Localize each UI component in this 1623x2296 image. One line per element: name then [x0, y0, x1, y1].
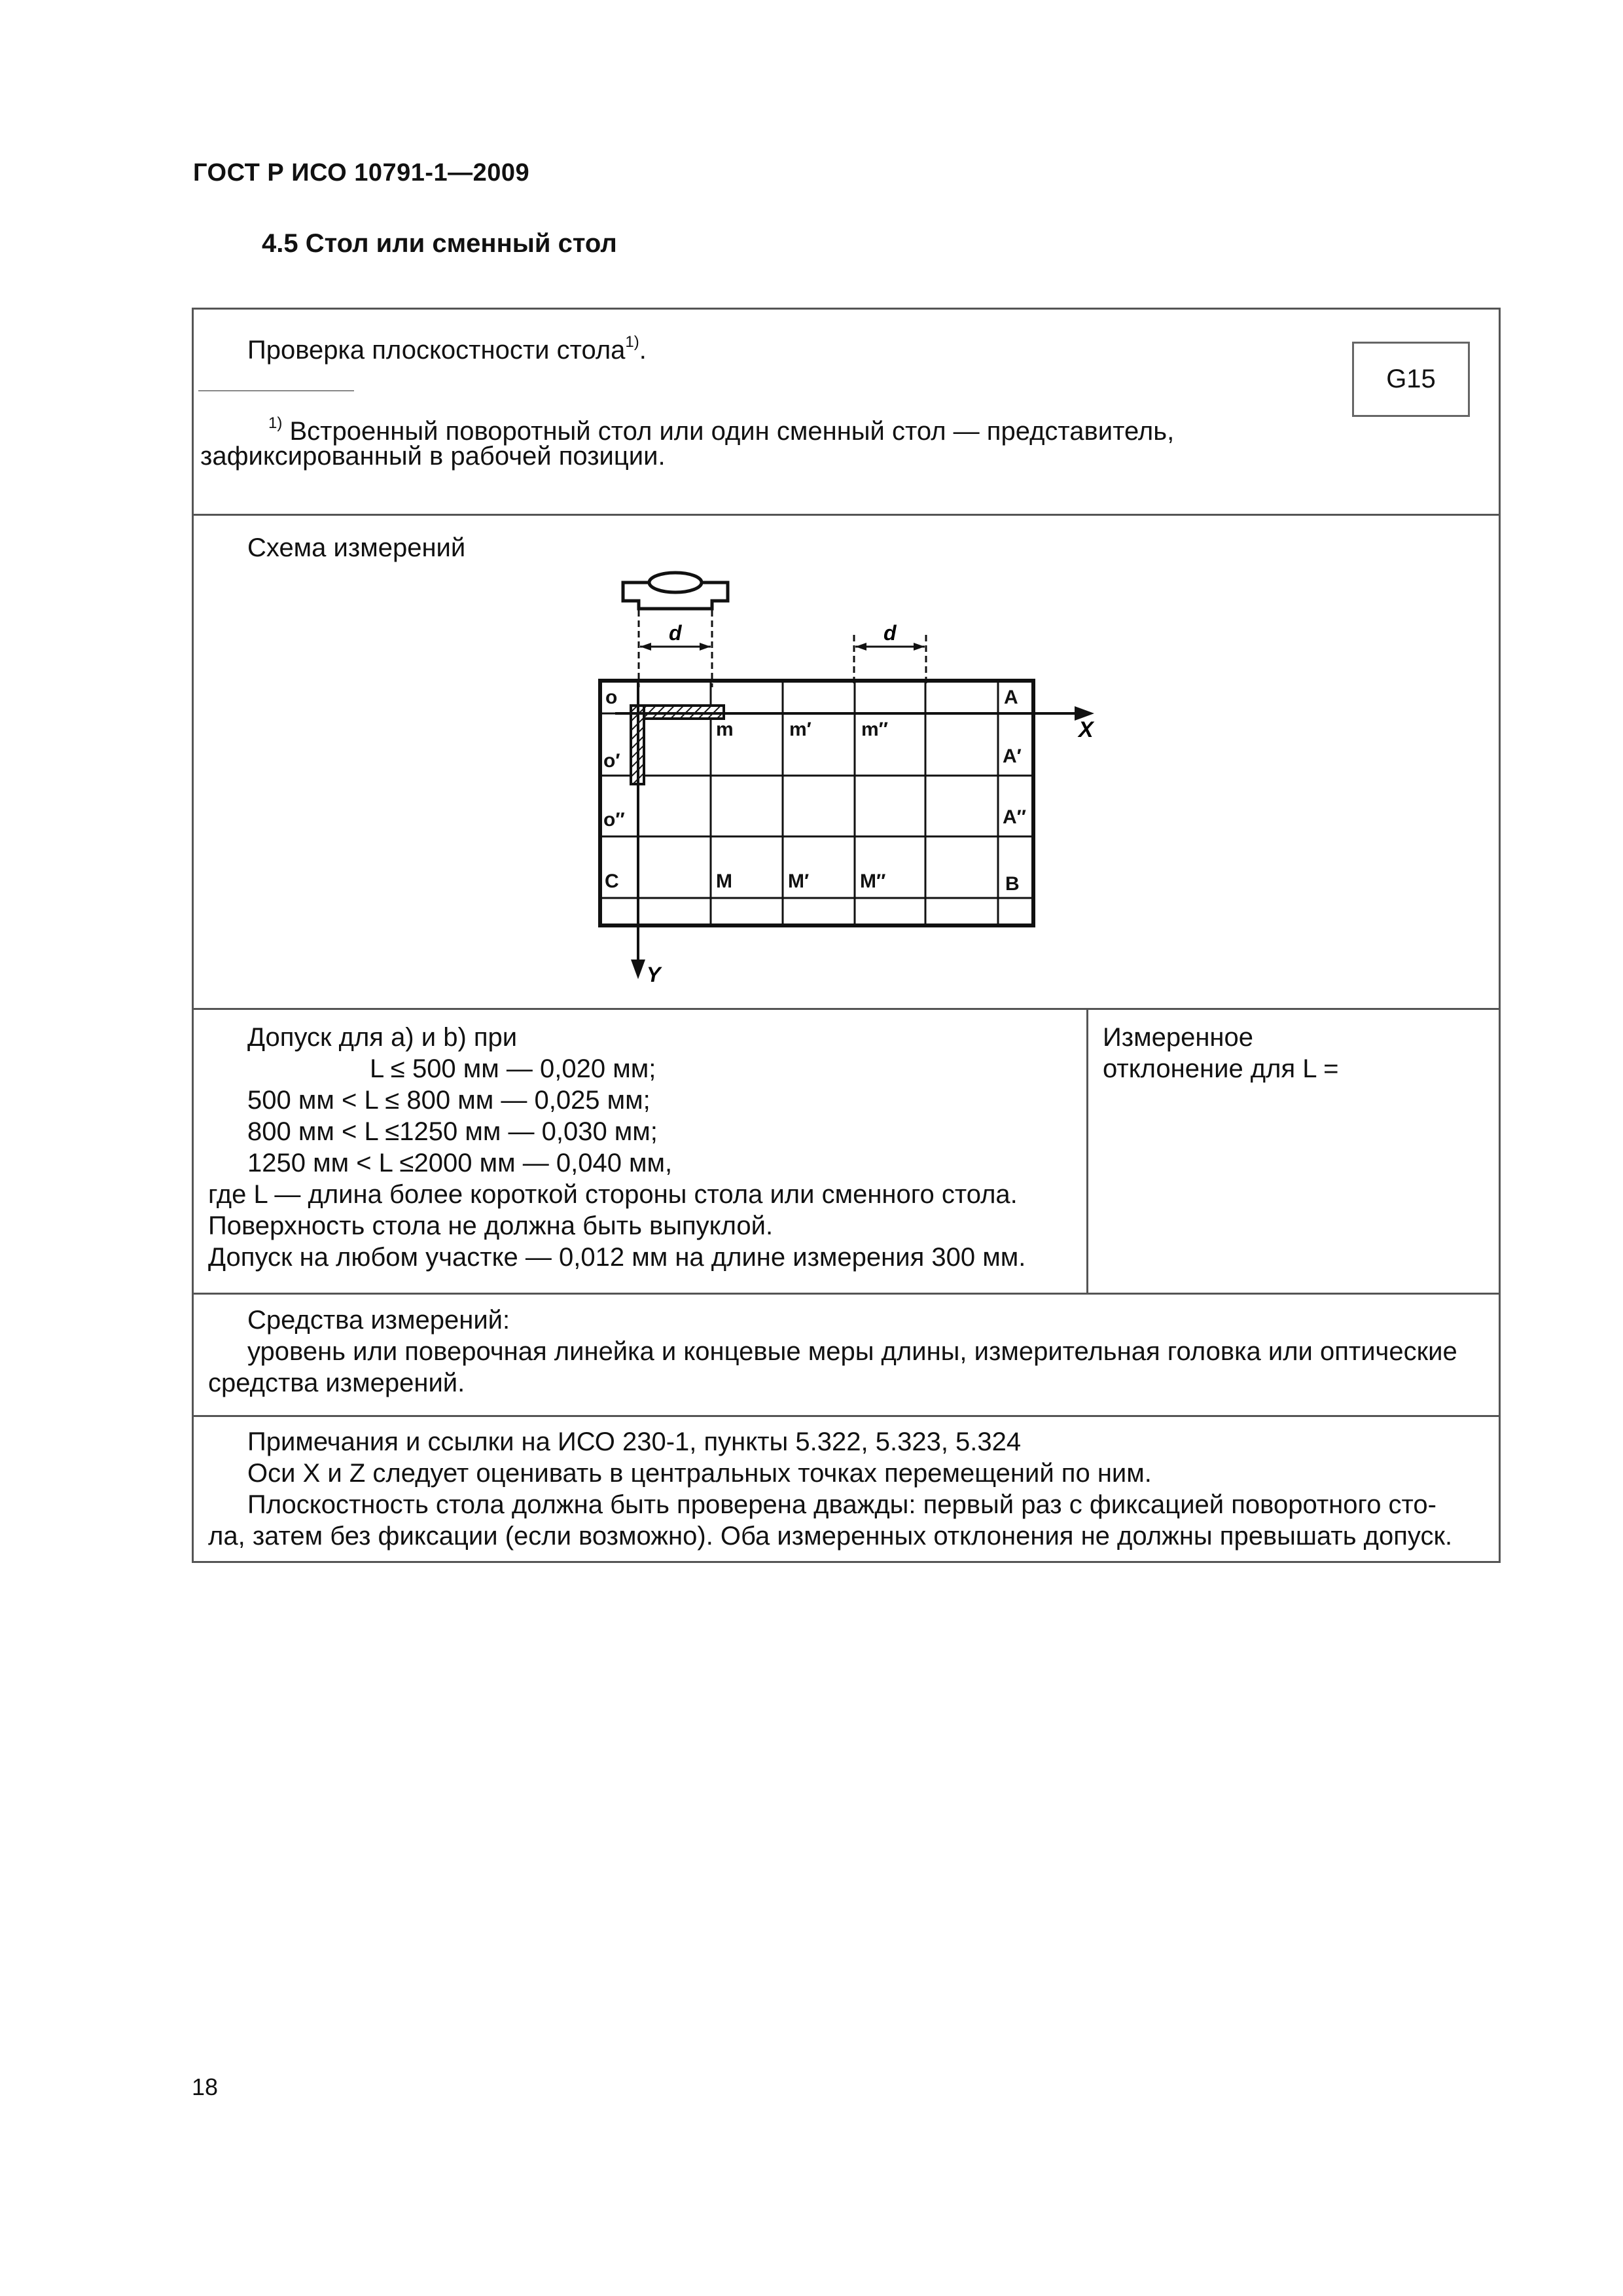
measured-deviation-label: отклонение для L = — [1103, 1054, 1339, 1083]
check-title: Проверка плоскостности стола$^{1)}$. — [247, 333, 647, 365]
row-divider — [192, 1415, 1501, 1417]
tolerance-note: Поверхность стола не должна быть выпуклой. — [208, 1211, 774, 1240]
level-instrument — [623, 573, 728, 609]
document-header: ГОСТ Р ИСО 10791-1—2009 — [193, 159, 530, 187]
dimension-label-d: d — [669, 621, 682, 645]
notes-text: Оси X и Z следует оценивать в центральных точках перемещений по ним. — [247, 1459, 1152, 1488]
point-label: M — [716, 870, 732, 892]
tolerance-note: Допуск на любом участке — 0,012 мм на длине измерения 300 мм. — [208, 1243, 1026, 1272]
tolerance-intro: Допуск для a) и b) при — [247, 1023, 518, 1052]
column-divider — [1086, 1008, 1088, 1293]
row-divider — [192, 514, 1501, 516]
row-divider — [192, 1293, 1501, 1295]
tolerance-range: 1250 мм < L ≤2000 мм — 0,040 мм, — [247, 1149, 673, 1177]
section-title: 4.5 Стол или сменный стол — [262, 229, 617, 258]
point-label: m′ — [789, 719, 812, 740]
footnote-separator — [198, 390, 354, 391]
notes-title: Примечания и ссылки на ИСО 230-1, пункты 5.322, 5.323, 5.324 — [247, 1427, 1022, 1456]
tolerance-range: 800 мм < L ≤1250 мм — 0,030 мм; — [247, 1117, 658, 1146]
tolerance-range: L ≤ 500 мм — 0,020 мм; — [370, 1054, 656, 1083]
instruments-text: уровень или поверочная линейка и концевые меры длины, измерительная головка или оптические — [247, 1337, 1457, 1366]
point-label: M″ — [860, 870, 886, 892]
page-number: 18 — [192, 2073, 219, 2100]
x-axis-label: X — [1079, 717, 1094, 742]
row-divider — [192, 1008, 1501, 1010]
point-label: m″ — [861, 719, 889, 740]
point-label: A′ — [1003, 745, 1022, 767]
notes-text: Плоскостность стола должна быть проверена дважды: первый раз с фиксацией поворотного сто- — [247, 1490, 1436, 1519]
point-label: o — [605, 687, 618, 708]
point-label: M′ — [788, 870, 810, 892]
point-label: o″ — [603, 809, 625, 831]
point-label: C — [605, 870, 619, 892]
footnote-continued: зафиксированный в рабочей позиции. — [200, 442, 666, 471]
measured-deviation-label: Измеренное — [1103, 1023, 1253, 1052]
check-code: G15 — [1352, 342, 1470, 417]
point-label: A — [1004, 687, 1018, 708]
measurement-diagram — [576, 563, 1165, 995]
y-axis-label: Y — [647, 963, 661, 986]
point-label: m — [716, 719, 734, 740]
dimension-label-d: d — [883, 621, 897, 645]
point-label: B — [1005, 873, 1020, 895]
tolerance-range: 500 мм < L ≤ 800 мм — 0,025 мм; — [247, 1086, 651, 1115]
diagram-caption: Схема измерений — [247, 533, 466, 562]
instruments-title: Средства измерений: — [247, 1306, 510, 1335]
instruments-text: средства измерений. — [208, 1369, 465, 1397]
tolerance-note: где L — длина более короткой стороны стола или сменного стола. — [208, 1180, 1018, 1209]
point-label: o′ — [603, 750, 620, 772]
notes-text: ла, затем без фиксации (если возможно). Оба измеренных отклонения не должны превышать допуск. — [208, 1522, 1453, 1551]
point-label: A″ — [1003, 806, 1027, 828]
footnote: $^{1)}$ Встроенный поворотный стол или один сменный стол — представитель, — [268, 414, 1175, 446]
